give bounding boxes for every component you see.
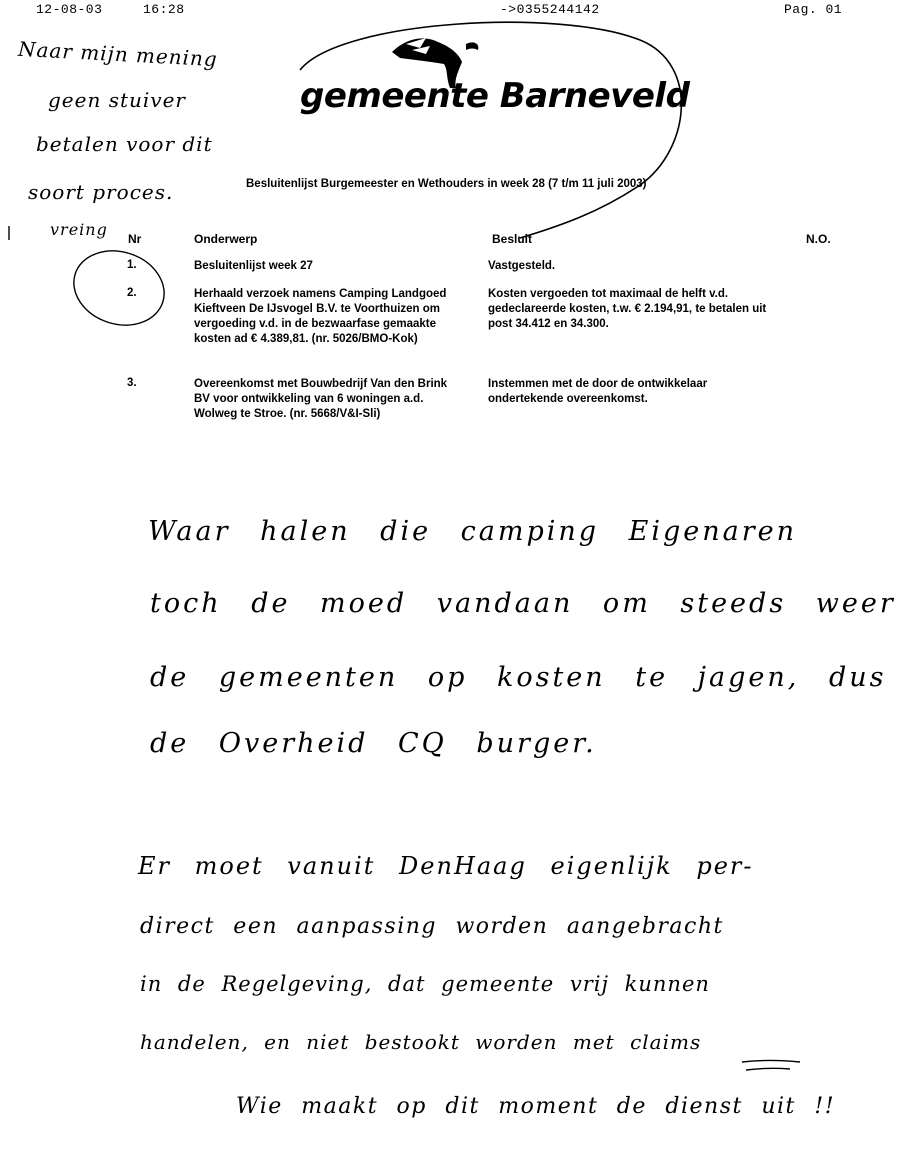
- handwritten-body-line: toch de moed vandaan om steeds weer: [150, 588, 896, 619]
- document-title: Besluitenlijst Burgemeester en Wethouders in week 28 (7 t/m 11 juli 2003): [246, 178, 647, 190]
- column-header-besluit: Besluit: [492, 232, 533, 246]
- handwritten-note-line: soort proces.: [28, 180, 174, 204]
- row-subject: Herhaald verzoek namens Camping Landgoed Kieftveen De IJsvogel B.V. te Voorthuizen om vergoeding v.d. in de bezwaarfase gemaakte kosten ad € 4.389,81. (nr. 5026/BMO-Kok): [194, 288, 447, 345]
- row-decision: Vastgesteld.: [488, 260, 556, 272]
- column-header-no: N.O.: [806, 232, 831, 246]
- fax-time: 16:28: [143, 2, 185, 17]
- fax-date: 12-08-03: [36, 2, 103, 17]
- handwritten-body-line: Waar halen die camping Eigenaren: [148, 516, 798, 547]
- fax-number: ->0355244142: [500, 2, 600, 17]
- row-subject: Overeenkomst met Bouwbedrijf Van den Brink BV voor ontwikkeling van 6 woningen a.d. Wolweg te Stroe. (nr. 5668/V&I-Sli): [194, 378, 448, 420]
- logo-wordmark: gemeente Barneveld: [300, 76, 690, 116]
- handwritten-body-line: Wie maakt op dit moment de dienst uit !!: [236, 1094, 836, 1119]
- row-number: 1.: [127, 259, 137, 271]
- handwritten-note-line: Naar mijn mening: [17, 36, 219, 72]
- handwritten-note-line: betalen voor dit: [36, 132, 213, 156]
- pen-loop-mark: [300, 22, 681, 238]
- handwritten-body-line: Er moet vanuit DenHaag eigenlijk per-: [138, 852, 754, 880]
- column-header-nr: Nr: [128, 232, 142, 246]
- handwritten-body-line: de gemeenten op kosten te jagen, dus: [150, 662, 887, 693]
- row-number: 2.: [127, 287, 137, 299]
- handwritten-note-line: geen stuiver: [48, 88, 186, 112]
- column-header-onderwerp: Onderwerp: [194, 232, 258, 246]
- row-decision: Kosten vergoeden tot maximaal de helft v.d. gedeclareerde kosten, t.w. € 2.194,91, te betalen uit post 34.412 en 34.300.: [488, 288, 767, 330]
- fax-page: Pag. 01: [784, 2, 843, 17]
- pen-circle-mark: [64, 240, 174, 337]
- pen-underline-mark: [742, 1061, 800, 1071]
- handwritten-body-line: in de Regelgeving, dat gemeente vrij kunnen: [140, 972, 710, 996]
- handwritten-body-line: direct een aanpassing worden aangebracht: [140, 914, 724, 939]
- row-decision: Instemmen met de door de ontwikkelaar ondertekende overeenkomst.: [488, 378, 708, 405]
- handwritten-note-line: vreing: [50, 220, 108, 239]
- handwritten-body-line: handelen, en niet bestookt worden met claims: [140, 1030, 702, 1054]
- row-number: 3.: [127, 377, 137, 389]
- handwritten-body-line: de Overheid CQ burger.: [150, 728, 597, 759]
- row-subject: Besluitenlijst week 27: [194, 260, 313, 272]
